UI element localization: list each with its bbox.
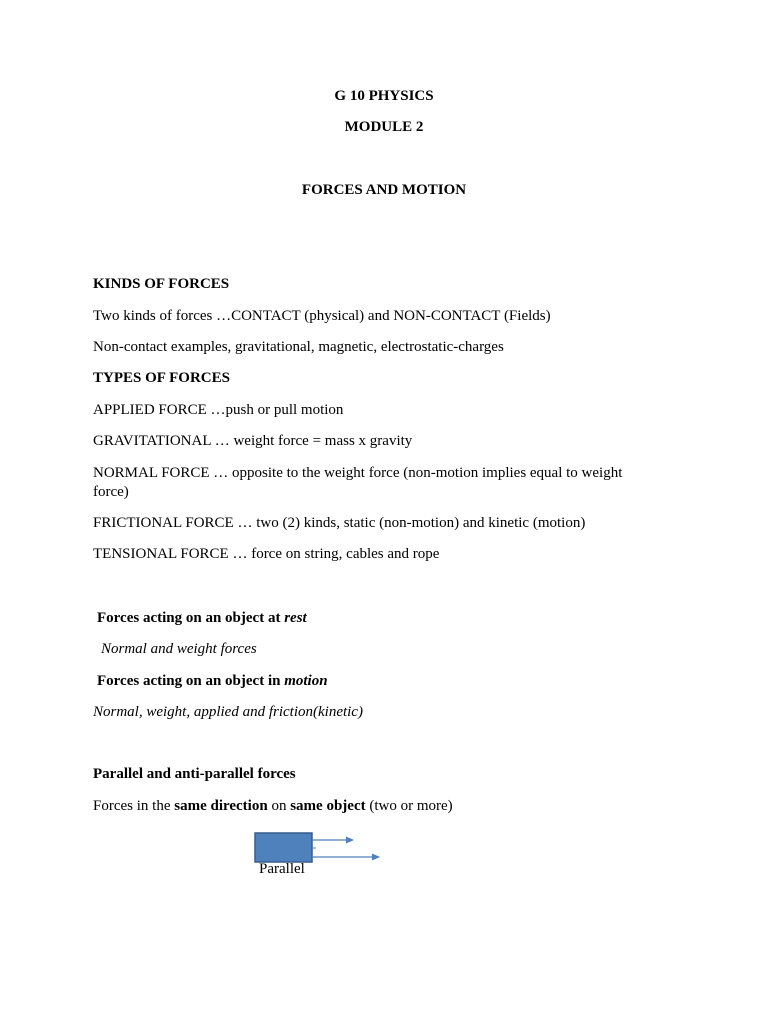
- parallel-heading: Parallel and anti-parallel forces: [93, 766, 296, 782]
- parallel-desc-same-direction: same direction: [174, 798, 268, 814]
- motion-heading-emphasis: motion: [284, 673, 328, 689]
- rest-heading: [97, 609, 307, 628]
- tensional-force-line: TENSIONAL FORCE … force on string, cables and rope: [93, 546, 440, 562]
- normal-force-line: NORMAL FORCE … opposite to the weight force (non-motion implies equal to weight force): [93, 465, 623, 500]
- motion-heading-prefix: Forces acting on an object in: [97, 673, 285, 689]
- document-title: G 10 PHYSICS: [334, 88, 434, 104]
- parallel-desc-text-1: Forces in the: [93, 798, 175, 814]
- parallel-diagram-label: Parallel: [259, 861, 305, 877]
- rest-heading-prefix: Forces acting on an object at: [97, 610, 285, 626]
- module-label: MODULE 2: [344, 119, 424, 135]
- motion-detail: Normal, weight, applied and friction(kinetic): [93, 704, 363, 720]
- applied-force-line: APPLIED FORCE …push or pull motion: [93, 402, 344, 418]
- object-box: [255, 833, 312, 862]
- gravitational-force-line: GRAVITATIONAL … weight force = mass x gravity: [93, 433, 413, 449]
- rest-heading-emphasis: rest: [284, 610, 307, 626]
- kinds-heading: KINDS OF FORCES: [93, 276, 230, 292]
- rest-detail: Normal and weight forces: [101, 641, 257, 657]
- parallel-description: [93, 797, 453, 816]
- frictional-force-line: FRICTIONAL FORCE … two (2) kinds, static (non-motion) and kinetic (motion): [93, 515, 586, 531]
- parallel-desc-text-2: on: [267, 798, 291, 814]
- types-heading: TYPES OF FORCES: [93, 370, 230, 386]
- topic-heading: FORCES AND MOTION: [301, 182, 467, 198]
- parallel-desc-same-object: same object: [290, 798, 366, 814]
- motion-heading: [97, 672, 328, 691]
- kinds-line-2: Non-contact examples, gravitational, magnetic, electrostatic-charges: [93, 339, 504, 355]
- parallel-desc-text-3: (two or more): [365, 798, 453, 814]
- kinds-line-1: Two kinds of forces …CONTACT (physical) and NON-CONTACT (Fields): [93, 308, 551, 324]
